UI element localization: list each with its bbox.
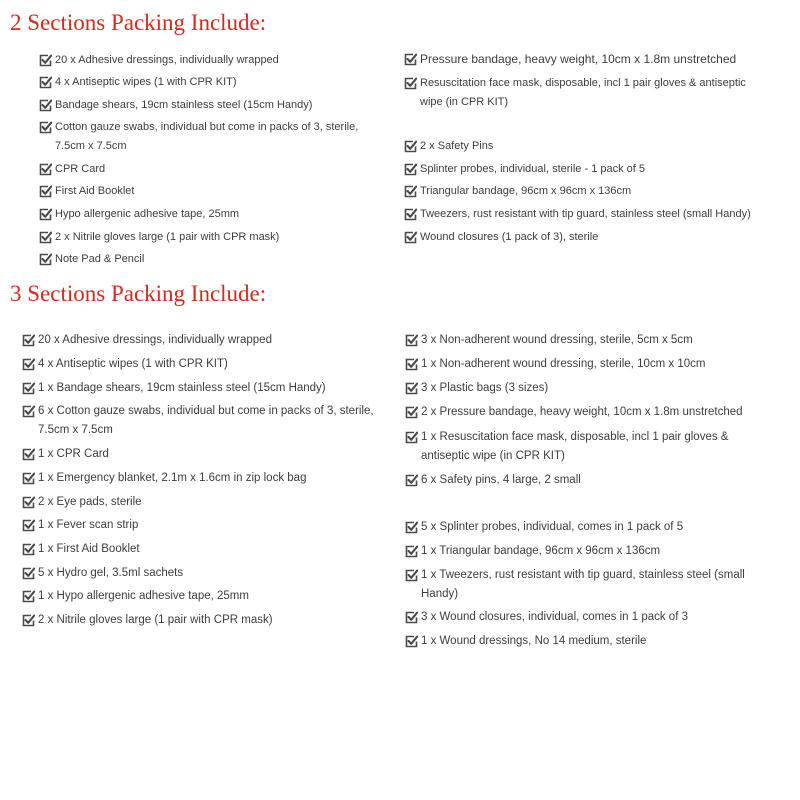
checkbox-check-icon [404, 77, 417, 90]
list-item: 1 x Emergency blanket, 2.1m x 1.6cm in zip lock bag [22, 472, 377, 488]
list-item: 1 x Tweezers, rust resistant with tip guard, stainless steel (small Handy) [405, 569, 750, 604]
checkbox-check-icon [405, 358, 418, 371]
checkbox-check-icon [404, 185, 417, 198]
checkbox-check-icon [404, 163, 417, 176]
list-item: Splinter probes, individual, sterile - 1 pack of 5 [404, 163, 764, 179]
list-item: 1 x CPR Card [22, 448, 377, 464]
checkbox-check-icon [22, 358, 35, 371]
list-item: 2 x Nitrile gloves large (1 pair with CPR mask) [39, 231, 389, 247]
checkbox-check-icon [404, 53, 417, 66]
list-item: 1 x Triangular bandage, 96cm x 96cm x 136cm [405, 545, 750, 561]
checkbox-check-icon [22, 448, 35, 461]
list-item: Pressure bandage, heavy weight, 10cm x 1.8m unstretched [404, 53, 764, 69]
checkbox-check-icon [39, 185, 52, 198]
checkbox-check-icon [22, 614, 35, 627]
list-item: 2 x Eye pads, sterile [22, 496, 377, 512]
checkbox-check-icon [22, 496, 35, 509]
checkbox-check-icon [405, 474, 418, 487]
checkbox-check-icon [405, 521, 418, 534]
list-item: 3 x Non-adherent wound dressing, sterile, 5cm x 5cm [405, 334, 750, 350]
list-item: Triangular bandage, 96cm x 96cm x 136cm [404, 185, 764, 201]
checkbox-check-icon [405, 611, 418, 624]
checkbox-check-icon [404, 140, 417, 153]
checkbox-check-icon [22, 472, 35, 485]
list-item: 3 x Plastic bags (3 sizes) [405, 382, 750, 398]
list-item: 1 x Wound dressings, No 14 medium, sterile [405, 635, 750, 651]
list-item: 1 x Bandage shears, 19cm stainless steel (15cm Handy) [22, 382, 377, 398]
checkbox-check-icon [22, 334, 35, 347]
checkbox-check-icon [22, 519, 35, 532]
checkbox-check-icon [405, 545, 418, 558]
checkbox-check-icon [39, 208, 52, 221]
list-item: 1 x Resuscitation face mask, disposable, incl 1 pair gloves & antiseptic wipe (in CPR KIT) [405, 431, 750, 466]
checkbox-check-icon [39, 76, 52, 89]
checkbox-check-icon [39, 253, 52, 266]
list-item: 5 x Hydro gel, 3.5ml sachets [22, 567, 377, 583]
list-item: 1 x Non-adherent wound dressing, sterile, 10cm x 10cm [405, 358, 750, 374]
section-title-2-sections: 2 Sections Packing Include: [10, 10, 267, 35]
checkbox-check-icon [405, 334, 418, 347]
checkbox-check-icon [22, 382, 35, 395]
list-item: 3 x Wound closures, individual, comes in 1 pack of 3 [405, 611, 750, 627]
checkbox-check-icon [22, 405, 35, 418]
list-item: 1 x First Aid Booklet [22, 543, 377, 559]
checkbox-check-icon [405, 635, 418, 648]
list-item: 6 x Cotton gauze swabs, individual but come in packs of 3, sterile, 7.5cm x 7.5cm [22, 405, 377, 440]
list-item: Wound closures (1 pack of 3), sterile [404, 231, 764, 247]
checkbox-check-icon [22, 590, 35, 603]
list-item: First Aid Booklet [39, 185, 389, 201]
list-item: 20 x Adhesive dressings, individually wrapped [22, 334, 377, 350]
list-item: 2 x Safety Pins [404, 140, 764, 156]
list-item: 2 x Pressure bandage, heavy weight, 10cm x 1.8m unstretched [405, 406, 750, 422]
list-item: 5 x Splinter probes, individual, comes in 1 pack of 5 [405, 521, 750, 537]
checkbox-check-icon [405, 406, 418, 419]
checkbox-check-icon [22, 567, 35, 580]
checkbox-check-icon [39, 121, 52, 134]
section-title-3-sections: 3 Sections Packing Include: [10, 281, 267, 306]
checkbox-check-icon [39, 163, 52, 176]
list-item: Tweezers, rust resistant with tip guard, stainless steel (small Handy) [404, 208, 764, 224]
checkbox-check-icon [405, 569, 418, 582]
list-item: Cotton gauze swabs, individual but come in packs of 3, sterile, 7.5cm x 7.5cm [39, 121, 389, 156]
list-item: 1 x Hypo allergenic adhesive tape, 25mm [22, 590, 377, 606]
list-item: 6 x Safety pins, 4 large, 2 small [405, 474, 750, 490]
list-item: Hypo allergenic adhesive tape, 25mm [39, 208, 389, 224]
checkbox-check-icon [39, 231, 52, 244]
list-item: 4 x Antiseptic wipes (1 with CPR KIT) [39, 76, 389, 92]
checkbox-check-icon [405, 382, 418, 395]
checkbox-check-icon [39, 54, 52, 67]
checkbox-check-icon [22, 543, 35, 556]
list-item: CPR Card [39, 163, 389, 179]
checkbox-check-icon [404, 231, 417, 244]
list-item: Resuscitation face mask, disposable, incl 1 pair gloves & antiseptic wipe (in CPR KIT) [404, 77, 764, 112]
list-item: 1 x Fever scan strip [22, 519, 377, 535]
checkbox-check-icon [405, 431, 418, 444]
list-item: 4 x Antiseptic wipes (1 with CPR KIT) [22, 358, 377, 374]
checkbox-check-icon [39, 99, 52, 112]
list-item: 2 x Nitrile gloves large (1 pair with CPR mask) [22, 614, 377, 630]
list-item: Note Pad & Pencil [39, 253, 389, 269]
checkbox-check-icon [404, 208, 417, 221]
list-item: Bandage shears, 19cm stainless steel (15cm Handy) [39, 99, 389, 115]
list-item: 20 x Adhesive dressings, individually wrapped [39, 54, 389, 70]
